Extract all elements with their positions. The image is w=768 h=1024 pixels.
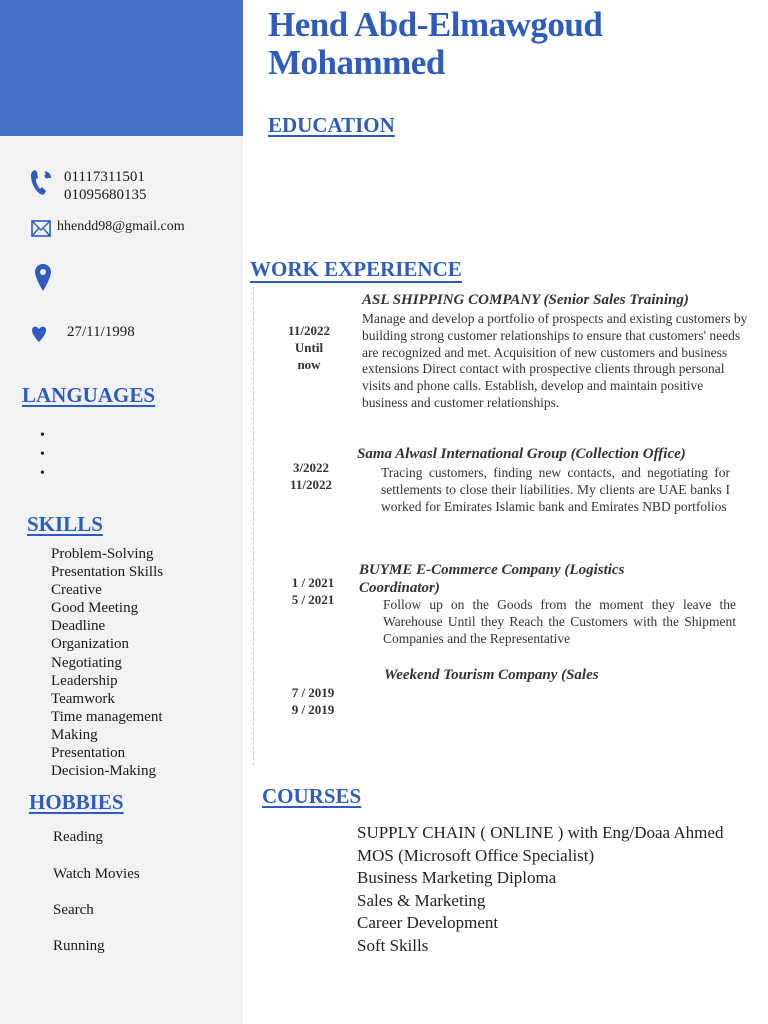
hobby-item: Running [53,938,105,954]
job-company: Weekend Tourism Company (Sales [384,667,599,683]
skills-heading: SKILLS [27,512,103,536]
hobby-item: Reading [53,829,103,845]
job-company: Sama Alwasl International Group (Collection Office) [357,446,686,462]
date-line: 11/2022 [290,477,332,492]
date-line: 7 / 2019 [291,685,335,700]
job-company: BUYME E-Commerce Company (Logistics Coordinator) [359,562,625,596]
name-line-1: Hend Abd-Elmawgoud [268,5,603,44]
language-bullet: • [40,428,45,443]
name-line-2: Mohammed [268,43,445,82]
skill-item: Making [51,726,98,743]
skill-item: Creative [51,582,102,599]
languages-list [40,426,45,483]
date-line: now [297,357,321,372]
email-address: hhendd98@gmail.com [57,219,185,234]
skill-item: Organization [51,636,130,653]
job-dates [274,574,352,608]
skill-item: Deadline [51,618,106,635]
job-dates [270,322,348,373]
hobbies-heading: HOBBIES [29,790,124,814]
hobby-item: Search [53,902,94,918]
job-description: Manage and develop a portfolio of prospects and existing customers by building strong customer relationships to ensure that customers' needs are recognized and met. Acquisition of new customers and business extensions Direct contact with prospective clients through personal visits and phone calls. Establish, develop and maintain positive business and customer relationships. [362,311,748,410]
language-bullet: • [40,466,45,481]
education-heading: EDUCATION [268,113,395,137]
sidebar-header-block [0,0,243,136]
course-item: MOS (Microsoft Office Specialist) [357,845,595,865]
date-line: 11/2022 [288,323,330,338]
skill-item: Presentation [51,745,126,762]
skill-item: Teamwork [51,690,115,707]
heart-icon [31,325,47,348]
course-item: Soft Skills [357,935,429,955]
skill-item: Good Meeting [51,600,139,617]
job-dates [272,459,350,493]
mail-icon [31,219,51,243]
job-description: Tracing customers, finding new contacts, and negotiating for settlements to close their liabilities. My clients are UAE banks I worked for Emirates Islamic bank and Emirates NBD portfolios [381,465,730,514]
birth-date: 27/11/1998 [67,324,135,340]
skill-item: Problem-Solving [51,546,154,562]
skill-item: Negotiating [51,654,122,671]
skill-item: Time management [51,708,163,725]
course-item: SUPPLY CHAIN ( ONLINE ) with Eng/Doaa Ahmed [357,823,724,842]
course-item: Career Development [357,913,499,933]
candidate-name [268,6,602,82]
course-item: Business Marketing Diploma [357,868,557,888]
language-bullet: • [40,447,45,462]
work-experience-heading: WORK EXPERIENCE [250,257,462,281]
date-line: 1 / 2021 [291,575,335,590]
date-line: 9 / 2019 [291,702,335,717]
skills-list [51,545,163,780]
date-line: 5 / 2021 [291,592,335,607]
timeline-divider [253,287,254,765]
job-company: ASL SHIPPING COMPANY (Senior Sales Training) [362,292,689,308]
phone-icon [29,167,53,202]
job-dates [274,684,352,718]
phone-numbers [64,168,147,204]
languages-heading: LANGUAGES [22,383,156,407]
hobby-item: Watch Movies [53,866,140,882]
course-item: Sales & Marketing [357,890,486,910]
courses-heading: COURSES [262,784,362,808]
date-line: 3/2022 [292,460,330,475]
courses-list [357,822,723,958]
job-description: Follow up on the Goods from the moment they leave the Warehouse Until they Reach the Customers with the Shipment Companies and the Representative [383,597,736,646]
phone-number-1: 01117311501 [64,169,145,185]
skill-item: Decision-Making [51,763,156,780]
skill-item: Leadership [51,672,118,689]
phone-number-2: 01095680135 [64,187,147,203]
skill-item: Presentation Skills [51,564,164,581]
location-pin-icon [34,263,52,298]
date-line: Until [294,340,324,355]
